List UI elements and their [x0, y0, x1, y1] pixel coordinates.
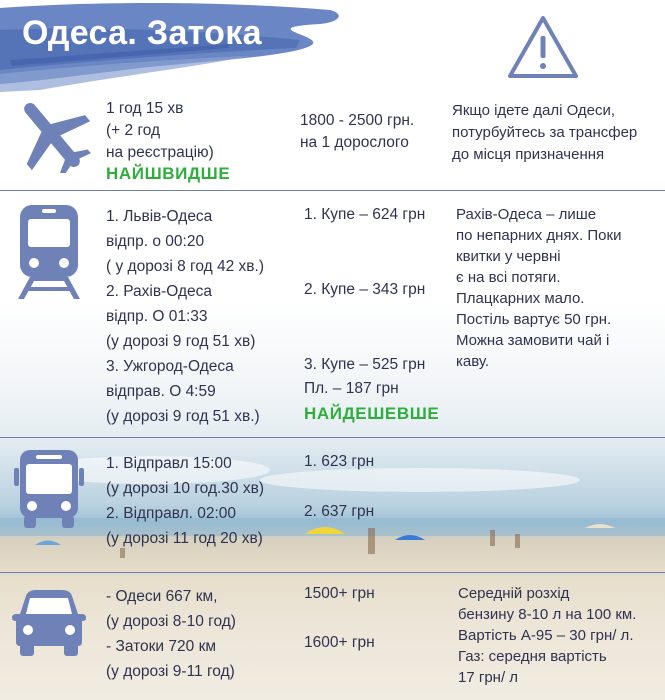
train-note-line: є на всі потяги. — [456, 269, 561, 286]
car-note — [458, 583, 636, 688]
train-icon — [14, 205, 84, 299]
train-route-duration: (у дорозі 9 год 51 хв) — [106, 333, 256, 350]
bus-trip-duration: (у дорозі 10 год.30 хв) — [106, 480, 264, 497]
plane-note-line: потурбуйтесь за трансфер — [452, 124, 638, 141]
car-leg-duration: (у дорозі 9-11 год) — [106, 663, 235, 680]
car-leg-dest: - Затоки 720 км — [106, 638, 217, 655]
bus-price: 2. 637 грн — [304, 503, 375, 520]
plane-price — [300, 110, 414, 154]
plane-duration — [106, 98, 214, 164]
train-routes — [106, 204, 264, 429]
bus-icon — [14, 450, 84, 530]
train-note-line: Можна замовити чай і — [456, 332, 610, 349]
car-price: 1600+ грн — [304, 634, 375, 651]
plane-duration-line: (+ 2 год — [106, 122, 161, 139]
bus-trip-depart: 1. Відправл 15:00 — [106, 455, 232, 472]
train-price: 2. Купе – 343 грн — [304, 281, 426, 298]
train-note-line: Рахів-Одеса – лише — [456, 206, 597, 223]
plane-duration-line: 1 год 15 хв — [106, 100, 184, 117]
bus-trips — [106, 451, 264, 551]
train-note-line: Постіль вартує 50 грн. — [456, 311, 612, 328]
car-note-line: 17 грн/ л — [458, 669, 519, 686]
car-note-line: Середній розхід — [458, 585, 570, 602]
train-note-line: по непарних днях. Поки — [456, 227, 622, 244]
car-legs — [106, 584, 236, 684]
row-divider — [0, 572, 665, 573]
train-price: 3. Купе – 525 грн — [304, 356, 426, 373]
train-route-depart: відпр. О 01:33 — [106, 308, 208, 325]
train-price: 1. Купе – 624 грн — [304, 206, 426, 223]
warning-triangle-icon — [506, 14, 580, 80]
plane-price-line: на 1 дорослого — [300, 134, 409, 151]
row-divider — [0, 437, 665, 438]
train-note-line: квитки у червні — [456, 248, 561, 265]
train-route-duration: ( у дорозі 8 год 42 хв.) — [106, 258, 264, 275]
plane-price-line: 1800 - 2500 грн. — [300, 112, 415, 129]
fastest-badge: НАЙШВИДШЕ — [106, 164, 231, 183]
train-route-name: 1. Львів-Одеса — [106, 208, 213, 225]
plane-note-line: Якщо ідете далі Одеси, — [452, 102, 616, 119]
page-title: Одеса. Затока — [22, 14, 262, 52]
car-note-line: Газ: середня вартість — [458, 648, 607, 665]
car-leg-duration: (у дорозі 8-10 год) — [106, 613, 236, 630]
train-route-name: 2. Рахів-Одеса — [106, 283, 213, 300]
row-divider — [0, 190, 665, 191]
plane-note-line: до місця призначення — [452, 146, 605, 163]
train-note — [456, 204, 621, 372]
car-leg-dest: - Одеси 667 км, — [106, 588, 218, 605]
car-note-line: бензину 8-10 л на 100 км. — [458, 606, 637, 623]
car-icon — [12, 590, 86, 656]
plane-note — [452, 100, 637, 166]
plane-icon — [12, 97, 92, 173]
train-route-depart: відпр. о 00:20 — [106, 233, 205, 250]
plane-duration-line: на реєстрацію) — [106, 144, 214, 161]
bus-trip-depart: 2. Відправл. 02:00 — [106, 505, 237, 522]
car-price: 1500+ грн — [304, 585, 375, 602]
train-note-line: каву. — [456, 353, 490, 370]
bus-trip-duration: (у дорозі 11 год 20 хв) — [106, 530, 263, 547]
train-route-name: 3. Ужгород-Одеса — [106, 358, 234, 375]
train-price: Пл. – 187 грн — [304, 380, 399, 397]
bus-price: 1. 623 грн — [304, 453, 375, 470]
train-route-duration: (у дорозі 9 год 51 хв.) — [106, 408, 260, 425]
train-route-depart: відправ. О 4:59 — [106, 383, 216, 400]
car-note-line: Вартість А-95 – 30 грн/ л. — [458, 627, 634, 644]
train-note-line: Плацкарних мало. — [456, 290, 585, 307]
cheapest-badge: НАЙДЕШЕВШЕ — [304, 404, 440, 423]
